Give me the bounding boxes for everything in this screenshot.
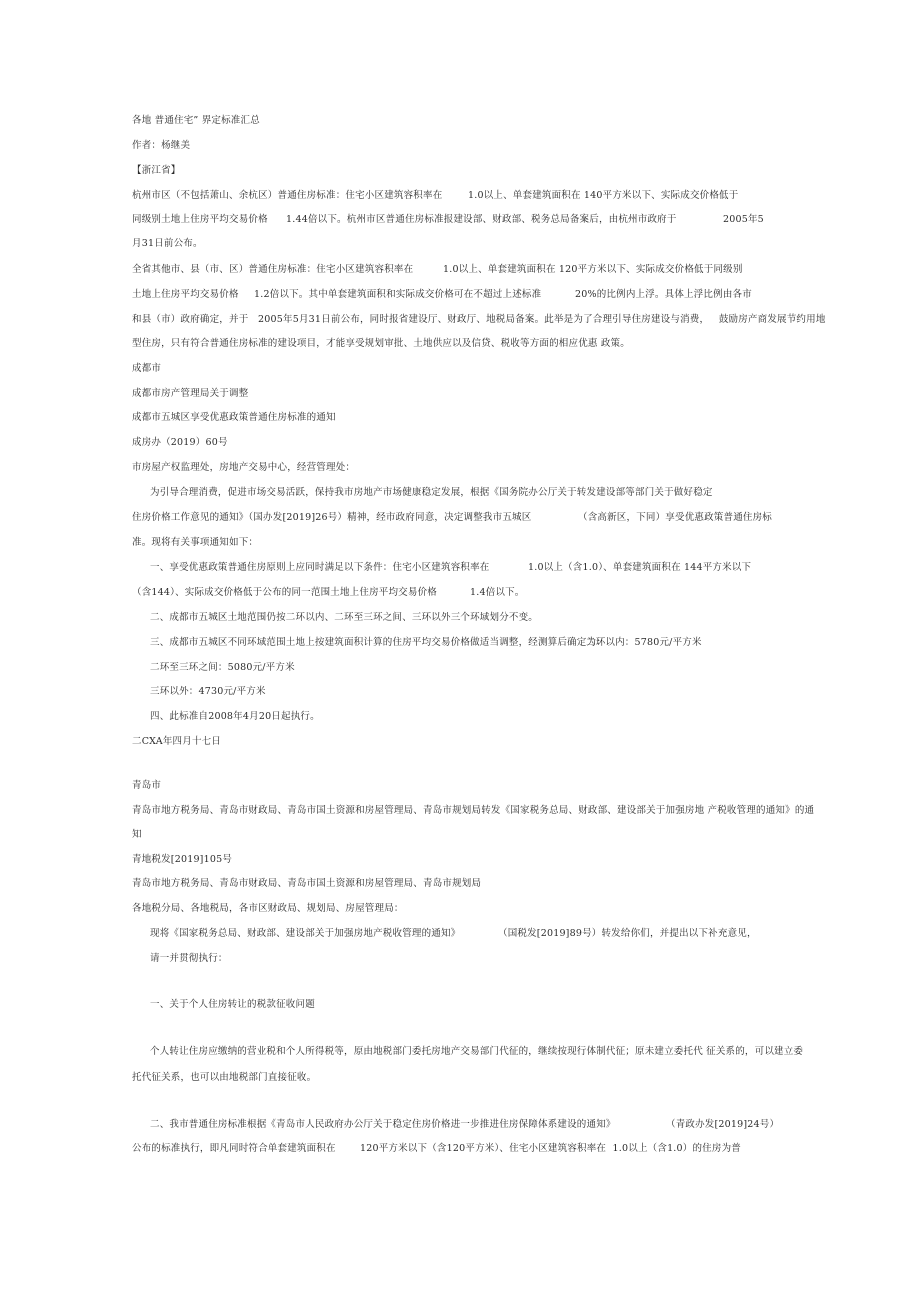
chengdu-item-1b: 1.0以上（含1.0）、单套建筑面积在 144平方米以下 bbox=[528, 562, 752, 573]
chengdu-notice-title: 成都市五城区享受优惠政策普通住房标准的通知 bbox=[132, 412, 336, 423]
hangzhou-line-3: 月31日前公布。 bbox=[132, 238, 203, 249]
chengdu-item-3c: 二环至三环之间：5080元/平方米 bbox=[150, 662, 295, 673]
qingdao-addressee: 各地税分局、各地税局，各市区财政局、规划局、房屋管理局： bbox=[132, 903, 404, 914]
hangzhou-line-2a: 同级别土地上住房平均交易价格 bbox=[132, 214, 268, 225]
qingdao-section-1-para-a: 个人转让住房应缴纳的营业税和个人所得税等，原由地税部门委托房地产交易部门代征的，继续按现行体制代征；原未建立委托代 征关系的，可以建立委 bbox=[150, 1046, 804, 1057]
hangzhou-line-1b: 1.0以上、单套建筑面积在 140平方米以下、实际成交价格低于 bbox=[468, 190, 739, 201]
zhejiang-line-3: 和县（市）政府确定，并于 2005年5月31日前公布，同时报省建设厅、财政厅、地税局备案。此举是为了合理引导住房建设与消费， 鼓励房产商发展节约用地 bbox=[132, 314, 826, 325]
qingdao-section-2c-b: 120平方米以下（含120平方米）、住宅小区建筑容积率在 1.0以上（含1.0）的住房为普 bbox=[360, 1143, 741, 1154]
section-header-chengdu: 成都市 bbox=[132, 363, 162, 374]
chengdu-para-2b: （含高新区，下同）享受优惠政策普通住房标 bbox=[578, 512, 773, 523]
zhejiang-line-2b: 1.2倍以下。其中单套建筑面积和实际成交价格可在不超过上述标准 bbox=[254, 289, 542, 300]
chengdu-para-3: 准。现将有关事项通知如下： bbox=[132, 537, 259, 548]
qingdao-title-line-2: 知 bbox=[132, 829, 142, 840]
chengdu-item-2: 二、成都市五城区土地范围仍按二环以内、二环至三环之间、三环以外三个环域划分不变。 bbox=[150, 612, 539, 623]
qingdao-para-1c: 请一并贯彻执行： bbox=[150, 953, 228, 964]
qingdao-section-1: 一、关于个人住房转让的税款征收问题 bbox=[150, 999, 315, 1010]
chengdu-date: 二CXA年四月十七日 bbox=[132, 736, 222, 747]
qingdao-title-line-1: 青岛市地方税务局、青岛市财政局、青岛市国土资源和房屋管理局、青岛市规划局转发《国家税务总局、财政部、建设部关于加强房地 产税收管理的通知》的通 bbox=[132, 805, 815, 816]
doc-author: 作者：杨继美 bbox=[132, 140, 191, 151]
qingdao-section-2a: 二、我市普通住房标准根据《青岛市人民政府办公厅关于稳定住房价格进一步推进住房保障体系建设的通知》 bbox=[150, 1119, 616, 1130]
hangzhou-line-2b: 1.44倍以下。杭州市区普通住房标准报建设部、财政部、税务总局备案后，由杭州市政府于 bbox=[286, 214, 677, 225]
chengdu-item-1c-b: 1.4倍以下。 bbox=[470, 587, 525, 598]
chengdu-addressee: 市房屋产权监理处，房地产交易中心，经营管理处： bbox=[132, 462, 356, 473]
chengdu-item-3b: 二环以内：5780元/平方米 bbox=[586, 637, 702, 648]
chengdu-item-3d: 三环以外：4730元/平方米 bbox=[150, 686, 266, 697]
doc-title: 各地 普通住宅” 界定标准汇总 bbox=[132, 115, 260, 126]
chengdu-para-1: 为引导合理消费，促进市场交易活跃，保持我市房地产市场健康稳定发展，根据《国务院办公厅关于转发建设部等部门关于做好稳定 bbox=[150, 487, 713, 498]
hangzhou-line-1a: 杭州市区（不包括萧山、余杭区）普通住房标准：住宅小区建筑容积率在 bbox=[132, 190, 443, 201]
qingdao-para-1b: （国税发[2019]89号）转发给你们，并提出以下补充意见， bbox=[498, 928, 757, 939]
chengdu-item-4: 四、此标准自2008年4月20日起执行。 bbox=[150, 711, 320, 722]
section-header-qingdao: 青岛市 bbox=[132, 780, 162, 791]
chengdu-item-1c-a: （含144）、实际成交价格低于公布的同一范围土地上住房平均交易价格 bbox=[132, 587, 437, 598]
zhejiang-line-1b: 1.0以上、单套建筑面积在 120平方米以下、实际成交价格低于同级别 bbox=[443, 264, 743, 275]
zhejiang-line-2c: 20%的比例内上浮。具体上浮比例由各市 bbox=[575, 289, 752, 300]
qingdao-issuers: 青岛市地方税务局、青岛市财政局、青岛市国土资源和房屋管理局、青岛市规划局 bbox=[132, 878, 482, 889]
qingdao-section-2b: （青政办发[2019]24号） bbox=[666, 1119, 780, 1130]
qingdao-section-2c-a: 公布的标准执行，即凡同时符合单套建筑面积在 bbox=[132, 1143, 336, 1154]
chengdu-item-1a: 一、享受优惠政策普通住房原则上应同时满足以下条件：住宅小区建筑容积率在 bbox=[150, 562, 490, 573]
zhejiang-line-2a: 土地上住房平均交易价格 bbox=[132, 289, 239, 300]
qingdao-section-1-para-b: 托代征关系，也可以由地税部门直接征收。 bbox=[132, 1072, 317, 1083]
zhejiang-line-1a: 全省其他市、县（市、区）普通住房标准：住宅小区建筑容积率在 bbox=[132, 264, 414, 275]
chengdu-para-2a: 住房价格工作意见的通知》（国办发[2019]26号）精神，经市政府同意，决定调整我市五城区 bbox=[132, 512, 532, 523]
hangzhou-line-2c: 2005年5 bbox=[723, 214, 764, 225]
chengdu-doc-number: 成房办（2019）60号 bbox=[132, 437, 228, 448]
qingdao-doc-number: 青地税发[2019]105号 bbox=[132, 854, 233, 865]
zhejiang-line-4: 型住房，只有符合普通住房标准的建设项目，才能享受规划审批、土地供应以及信贷、税收等方面的相应优惠 政策。 bbox=[132, 338, 630, 349]
chengdu-item-3a: 三、成都市五城区不同环域范围土地上按建筑面积计算的住房平均交易价格做适当调整，经测算后确定为： bbox=[150, 637, 606, 648]
section-header-zhejiang: 【浙江省】 bbox=[132, 165, 181, 176]
chengdu-bureau: 成都市房产管理局关于调整 bbox=[132, 388, 249, 399]
qingdao-para-1a: 现将《国家税务总局、财政部、建设部关于加强房地产税收管理的通知》 bbox=[150, 928, 461, 939]
